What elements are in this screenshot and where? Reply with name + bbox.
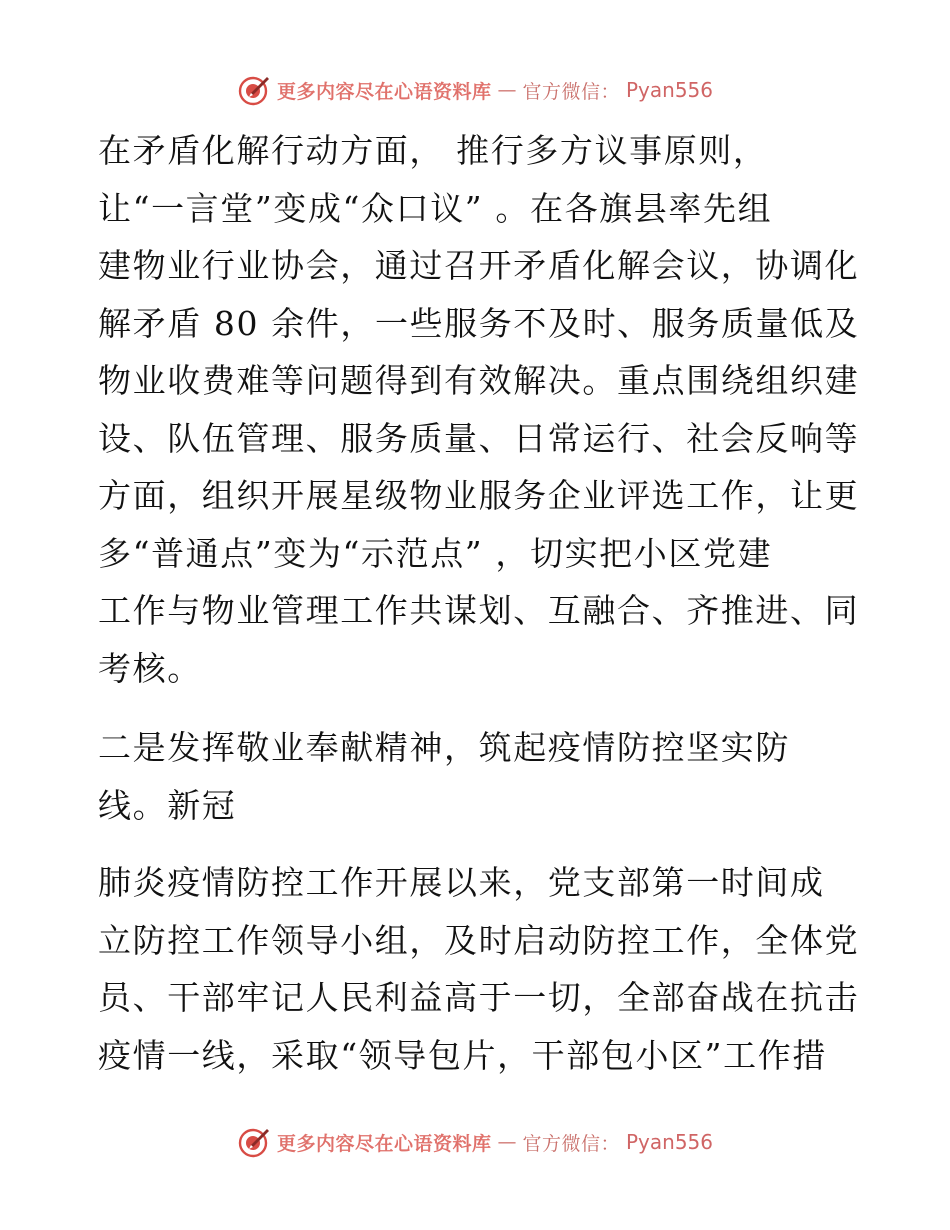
text-line: 建物业行业协会，通过召开矛盾化解会议，协调化 xyxy=(98,246,860,285)
text-line: 物业收费难等问题得到有效解决。重点围绕组织建 xyxy=(98,361,860,400)
text-line: 员、干部牢记人民利益高于一切，全部奋战在抗击 xyxy=(98,978,860,1017)
text-line: 在矛盾化解行动方面， 推行多方议事原则， xyxy=(98,131,768,170)
pen-logo-icon xyxy=(237,73,271,107)
header-watermark xyxy=(0,70,950,110)
watermark-separator: — xyxy=(497,1131,517,1153)
text-line: 设、队伍管理、服务质量、日常运行、社会反响等 xyxy=(98,418,860,458)
text-line: 线。新冠 xyxy=(98,785,237,825)
text-line: 考核。 xyxy=(98,648,202,688)
text-line: 二是发挥敬业奉献精神，筑起疫情防控坚实防 xyxy=(98,728,790,767)
text-line: 多“普通点”变为“示范点” ，切实把小区党建 xyxy=(98,533,773,573)
text-line: 方面，组织开展星级物业服务企业评选工作，让更 xyxy=(98,476,860,515)
watermark-site-text: 更多内容尽在心语资料库 xyxy=(276,1132,492,1155)
footer-watermark xyxy=(0,1122,950,1162)
paragraph-epidemic-heading xyxy=(98,719,858,834)
watermark-wechat-handle: Pyan556 xyxy=(626,1130,714,1154)
pen-logo-icon xyxy=(237,1125,271,1159)
text-line: 肺炎疫情防控工作开展以来，党支部第一时间成 xyxy=(98,863,825,902)
paragraph-mediation xyxy=(98,122,858,697)
watermark-wechat-handle: Pyan556 xyxy=(626,78,714,102)
watermark-separator: — xyxy=(497,79,517,101)
document-body xyxy=(98,122,858,1084)
watermark-wechat-label: 官方微信： xyxy=(522,80,620,103)
text-line: 疫情一线，采取“领导包片，干部包小区”工作措 xyxy=(98,1035,827,1075)
text-line: 立防控工作领导小组，及时启动防控工作，全体党 xyxy=(98,920,860,960)
text-line: 解矛盾 80 余件，一些服务不及时、服务质量低及 xyxy=(98,303,860,343)
watermark-wechat-label: 官方微信： xyxy=(522,1132,620,1155)
text-line: 让“一言堂”变成“众口议” 。在各旗县率先组 xyxy=(98,188,773,228)
text-line: 工作与物业管理工作共谋划、互融合、齐推进、同 xyxy=(98,591,860,630)
paragraph-epidemic-body xyxy=(98,854,858,1084)
watermark-site-text: 更多内容尽在心语资料库 xyxy=(276,80,492,103)
